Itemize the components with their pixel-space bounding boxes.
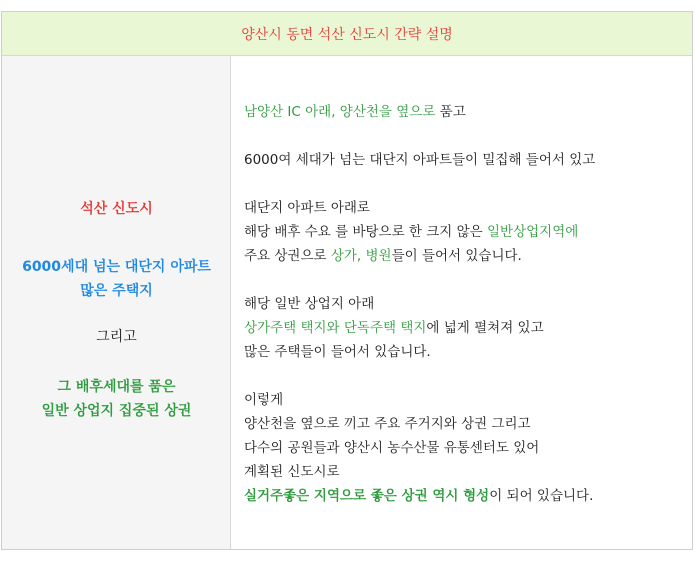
header-title: 양산시 동면 석산 신도시 간략 설명 — [241, 26, 453, 43]
p4-line2-text: 에 넓게 펼쳐져 있고 — [426, 320, 544, 336]
left-and: 그리고 — [96, 329, 137, 345]
p5-line5 — [244, 484, 593, 508]
p3-line2-green: 일반상업지역에 — [487, 224, 579, 240]
p3-line3-text-a: 주요 상권으로 — [244, 248, 331, 264]
left-title: 석산 신도시 — [80, 201, 153, 217]
p3-line3-text-b: 들이 들어서 있습니다. — [391, 248, 522, 264]
p5-line4: 계획된 신도시로 — [244, 464, 340, 480]
p4-line1: 해당 일반 상업지 아래 — [244, 296, 375, 312]
left-sub-line2: 일반 상업지 집중된 상권 — [41, 403, 192, 419]
p5-line1: 이렇게 — [244, 392, 284, 408]
p3-line2 — [244, 220, 578, 244]
left-sub-line1: 그 배후세대를 품은 — [57, 379, 176, 395]
p1-green-text: 남양산 IC 아래, 양산천을 옆으로 — [244, 104, 436, 120]
p4-line3: 많은 주택들이 들어서 있습니다. — [244, 344, 431, 360]
left-desc-line1: 6000세대 넘는 대단지 아파트 — [22, 259, 211, 275]
p5-line2: 양산천을 옆으로 끼고 주요 주거지와 상권 그리고 — [244, 416, 531, 432]
paragraph-1 — [244, 100, 466, 124]
p3-line1: 대단지 아파트 아래로 — [244, 200, 370, 216]
p5-line5-text: 이 되어 있습니다. — [489, 488, 594, 504]
info-table — [1, 11, 693, 550]
paragraph-2: 6000여 세대가 넘는 대단지 아파트들이 밀집해 들어서 있고 — [244, 152, 596, 168]
p4-line2 — [244, 316, 544, 340]
p5-line3: 다수의 공원들과 양산시 농수산물 유통센터도 있어 — [244, 440, 540, 456]
p3-line3-green: 상가, 병원 — [330, 248, 392, 264]
left-column — [2, 56, 231, 549]
table-header — [2, 12, 692, 56]
p5-line5-green: 실거주좋은 지역으로 좋은 상권 역시 형성 — [244, 488, 490, 504]
right-column — [231, 56, 692, 549]
left-desc-line2: 많은 주택지 — [80, 283, 153, 299]
p3-line2-text: 해당 배후 수요 를 바탕으로 한 크지 않은 — [244, 224, 487, 240]
p3-line3 — [244, 244, 522, 268]
p4-line2-green: 상가주택 택지와 단독주택 택지 — [244, 320, 427, 336]
p1-rest-text: 품고 — [435, 104, 466, 120]
